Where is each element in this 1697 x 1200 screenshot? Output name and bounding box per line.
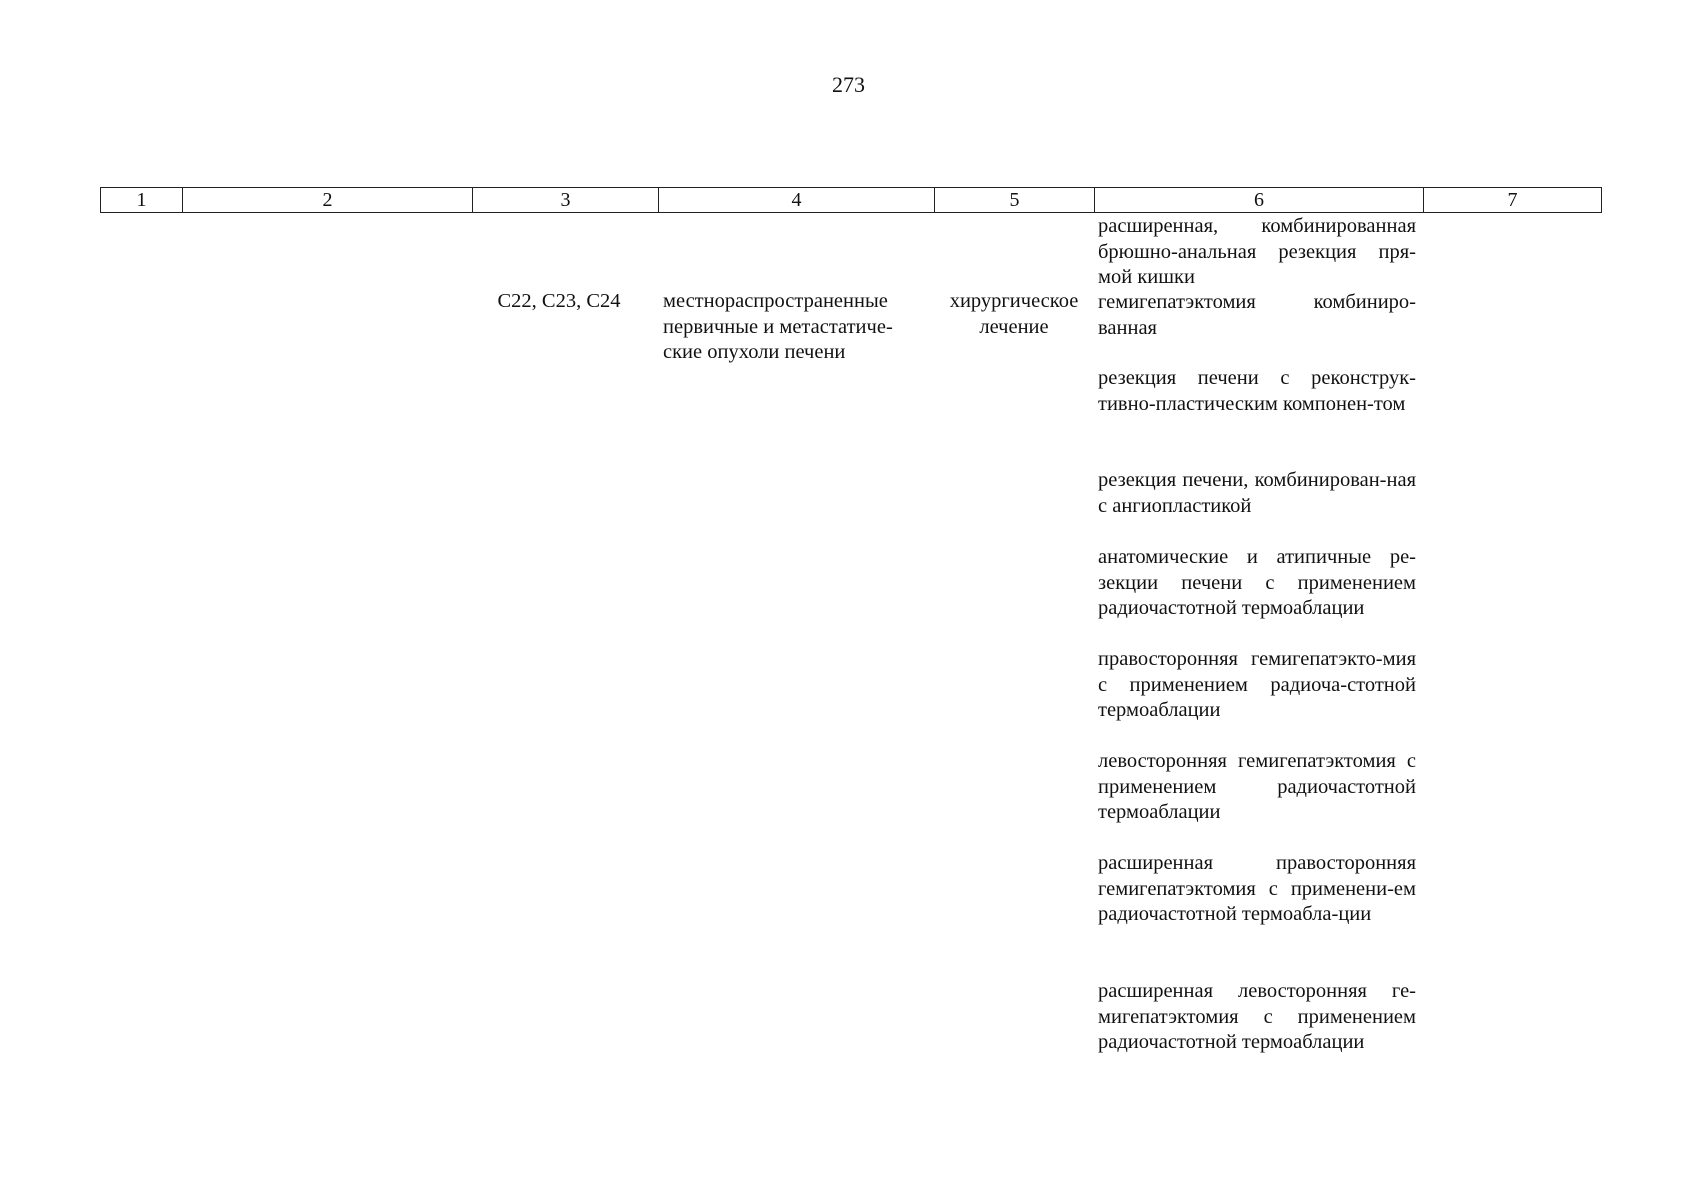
treatment-method: расширенная, комбинированная брюшно-анальная резекция пря-мой кишки [1098,215,1416,288]
treatment-method: гемигепатэктомия комбиниро-ванная [1098,291,1416,339]
treatment-method: расширенная левосторонняя ге-мигепатэктомия с применением радиочастотной термоаблации [1098,980,1416,1053]
treatment-method: расширенная правосторонняя гемигепатэктомия с применени-ем радиочастотной термоабла-ции [1098,852,1416,925]
treatment-method: резекция печени, комбинирован-ная с ангиопластикой [1098,469,1416,517]
header-column-2: 2 [183,188,473,213]
treatment-method: правосторонняя гемигепатэкто-мия с применением радиоча-стотной термоаблации [1098,648,1416,721]
diagnosis-codes: C22, C23, C24 [497,290,621,312]
header-column-6: 6 [1095,188,1424,213]
treatment-method: резекция печени с реконструк-тивно-пластическим компонен-том [1098,367,1416,415]
treatment-method: анатомические и атипичные ре-зекции печени с применением радиочастотной термоаблации [1098,546,1416,619]
treatment-type: хирургическое лечение [949,290,1079,338]
treatment-method: левосторонняя гемигепатэктомия с применением радиочастотной термоаблации [1098,750,1416,823]
header-column-5: 5 [935,188,1095,213]
page-number: 273 [832,72,865,97]
header-column-3: 3 [473,188,659,213]
header-column-1: 1 [101,188,183,213]
header-column-7: 7 [1424,188,1602,213]
header-column-4: 4 [659,188,935,213]
table-header [100,187,1602,213]
header-row [101,188,1602,213]
diagnosis-description: местнораспространенные первичные и метастатиче-ские опухоли печени [663,290,893,363]
